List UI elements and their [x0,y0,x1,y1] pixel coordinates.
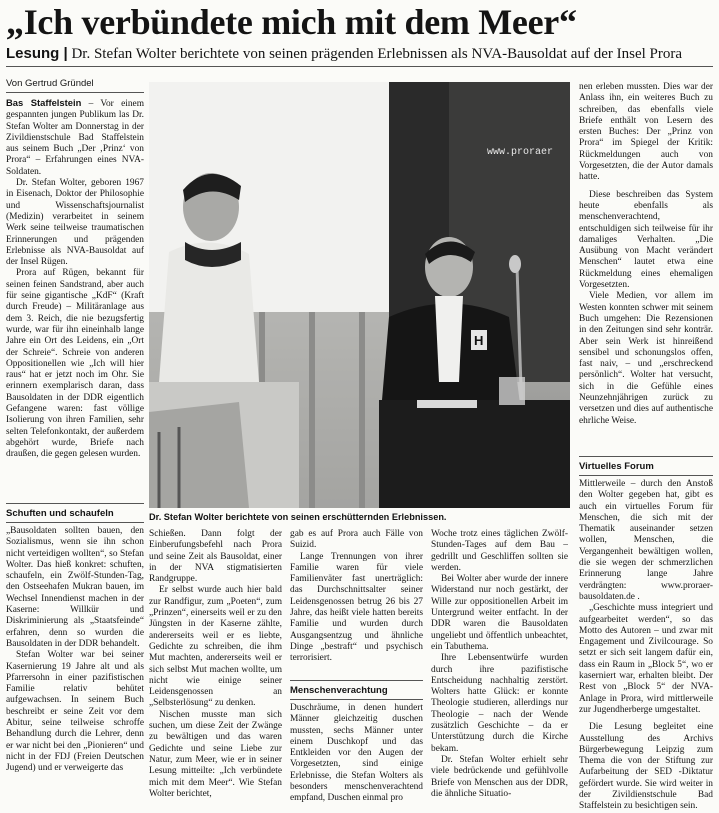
paragraph: „Geschichte muss integriert und aufgearbeitet werden“, so das Motto des Autoren – und zwar mit Engagement und Zivilcourage. So setzt er sich seit langem dafür ein, dass ein Raum in „Block 5“, wo er kaserniert war, erhalten bleibt. Der Rest von „Block 5“ der NVA-Anlage in Prora, wird mittlerweile zur Jugendherberge umgestaltet. [579,603,713,715]
table [379,400,570,508]
column-1 [6,97,144,461]
photo-illustration [149,82,570,508]
subheadline [6,44,716,64]
section-rule [6,503,144,504]
shirt-letter: H [474,333,484,348]
paragraph: Stefan Wolter war bei seiner Kasernierung 19 Jahre alt und als Pfarrersohn in einer pazifistischen Familie relativ behütet aufgewachsen. In seinem Buch beschreibt er seine Zeit vor dem Abitur, seine teilweise schroffe Behandlung durch die Lehrer, denn er war nicht bei den „Pionieren“ und nicht in der FDJ (Freien Deutschen Jugend) und er verweigerte das [6,650,144,774]
paragraph: Duschräume, in denen hundert Männer gleichzeitig duschen mussten, sechs Männer unter einem Duschkopf und das Entkleiden vor den Augen der Vorgesetzten, sind einige Erlebnisse, die Stefan Wolters als besonders menschenverachtend empfand, Duschen einmal pro [290,703,423,804]
byline-rule [6,92,144,93]
section-rule [6,522,144,523]
column-1-continued [6,526,144,775]
section-heading-menschenverachtung: Menschenverachtung [290,685,388,696]
paragraph: Schießen. Dann folgt der Einberufungsbefehl nach Prora und seine Zeit als Bausoldat, einer in der NVA stigmatisierten Randgruppe. [149,529,282,585]
article-photo [149,82,570,508]
paragraph: Dr. Stefan Wolter, geboren 1967 in Eisenach, Doktor der Philosophie und Wissenschaftsjournalist (Medizin) verarbeitet in seinem Werk seine teilweise traumatischen Erinnerungen und prägenden Erlebnisse als NVA-Bausoldat auf der Insel Rügen. [6,178,144,268]
subheadline-text: Dr. Stefan Wolter berichtete von seinen prägenden Erlebnissen als NVA-Bausoldat auf der Insel Prora [71,46,683,62]
column-4-continued [290,703,423,805]
byline: Von Gertrud Gründel [6,78,94,89]
paragraph: gab es auf Prora auch Fälle von Suizid. [290,529,423,551]
paragraph: Woche trotz eines täglichen Zwölf-Stunden-Tages auf dem Bau – gedrillt und Geschliffen sollten sie werden. [431,529,568,573]
column-6-continued [579,479,713,813]
paragraph: Lange Trennungen von ihrer Familie waren für viele Familienväter fast unerträglich: das Durchschnittsalter seiner Leidensgenossen betrug 26 bis 27 Jahre, das heißt viele hatten bereits Familie und wurden durch Ausgangsentzug und ähnliche Dinge „bestraft“ und psychisch terrorisiert. [290,551,423,664]
column-4 [290,529,423,665]
section-heading-schuften: Schuften und schaufeln [6,508,114,519]
board-writing: www.proraer [487,147,554,158]
headline: „Ich verbündete mich mit dem Meer“ [6,2,577,42]
paragraph: „Bausoldaten sollten bauen, den Sozialismus, wenn sie ihn schon nicht verteidigen wollten“, so Stefan Wolter. Das hieß konkret: schuften, schaufeln, ein Zwölf-Stunden-Tag, den Ostseehafen Mukran bauen, im Wechsel Innendienst machen in der Kaserne: Willkür und Diskriminierung als „Staatsfeinde“ erfahren, denn so wurden die Bausoldaten in der DDR behandelt. [6,526,144,649]
lead-paragraph: Bas Staffelstein – Vor einem gespannten jungen Publikum las Dr. Stefan Wolter am Donnerstag in der Zivildienstschule Bad Staffelstein aus seinem Buch „Der ‚Prinz‘ von Prora“ – Erfahrungen eines NVA-Soldaten. [6,97,144,177]
header-rule [6,66,713,67]
section-heading-virtuelles-forum: Virtuelles Forum [579,461,654,472]
paragraph: Bei Wolter aber wurde der innere Widerstand nur noch gestärkt, der Wille zur oppositionellen Arbeit im Untergrund weiter entfacht. In der DDR waren die Bausoldaten ungeliebt und öffentlich unbeachtet, ein Tabuthema. [431,574,568,652]
column-5 [431,529,568,800]
dateline: Bas Staffelstein [6,97,82,108]
paragraph: Ihre Lebensentwürfe wurden durch ihre pazifistische Entscheidung nachhaltig zerstört. Wolters hatte Glück: er konnte Theologie studieren, allerdings nur Theologie – nach der Wende zusätzlich Geschichte – da er Unterstützung durch die Kirche bekam. [431,653,568,754]
section-rule [579,475,713,476]
paragraph: Nischen musste man sich suchen, um diese Zeit der Zwänge zu bewältigen und das waren Gedichte und seine Liebe zur Natur, zum Meer, wie er in seiner Lesung mitteilte: „Ich verbündete mich mit dem Meer“. Wie Stefan Wolter berichtet, [149,709,282,799]
section-rule [290,680,423,681]
paragraph: Diese beschreiben das System heute ebenfalls als menschenverachtend, entschuldigen sich teilweise für ihr damaliges Verhalten. „Die Ausübung von Macht verändert Menschen“ lautet etwa eine Rückmeldung eines ehemaligen Vorgesetzten. [579,189,713,291]
paragraph: Prora auf Rügen, bekannt für seinen feinen Sandstrand, aber auch für seine gigantische „KdF“ (Kraft durch Freude) – Militäranlage aus dem 3. Reich, die nie bezugsfertig wurde, war für ihn eineinhalb lange Jahre ein Ort des Leidens, ein „Ort der Schreie“. Schreie von anderen Oppositionellen wie „Ich will hier raus“ hat er jetzt noch im Ohr. Sie erinnern exemplarisch daran, dass Bausoldaten in der DDR eigentlich Gefangene waren: fast völlige Isolierung von ihren Familien, sehr selten Telefonkontakt, der außerdem abgehört wurde, Briefe nach draußen, die gegen gelesen wurden. [6,268,144,460]
subheadline-kicker: Lesung | [6,45,68,62]
paragraph: nen erleben mussten. Dies war der Anlass ihn, ein weiteres Buch zu schreiben, das ebenfalls viele Briefe enthält von Lesern des ersten Buches: Der „Prinz von Prora“ im Spiegel der Kritik: Rückmeldungen auch von Vorgesetzten, die der Autor damals hatte. [579,82,713,183]
paragraph: Viele Medien, vor allem im Westen konnten schwer mit seinem Buch umgehen: Die Rezensionen in den Zeitungen sind sehr konträr. Aber sein Werk ist hinreißend sensibel und schonungslos offen, fast naiv, – und „erschreckend persönlich“. Wolter hat versucht, sich in die Gefühle eines Neunzehnjährigen zurück zu versetzen und dies auf authentische ehrliche Weise. [579,291,713,426]
section-rule [579,456,713,457]
paragraph: Mittlerweile – durch den Anstoß den Wolter gegeben hat, gibt es auch ein virtuelles Forum für Menschen, die sich mit der Thematik auseinander setzen wollen, Menschen, die Vergangenheit bewältigen wollen, die sie wegen der schmerzlichen Erinnerung lange Jahre verdrängten: www.proraer-bausoldaten.de . [579,479,713,602]
column-6 [579,82,713,427]
paragraph: Dr. Stefan Wolter erhielt sehr viele bedrückende und gefühlvolle Briefe von Menschen aus der DDR, die ähnliche Situatio- [431,754,568,799]
photo-caption: Dr. Stefan Wolter berichtete von seinen erschütternden Erlebnissen. [149,512,447,522]
section-rule [290,699,423,700]
column-3 [149,529,282,800]
paragraph: Die Lesung begleitet eine Ausstellung des Archivs Bürgerbewegung Leipzig zum Thema die von der Stiftung zur Aufarbeitung der SED -Diktatur gefördert wurde. Sie wird weiter in der Zivildienstschule Bad Staffelstein zu besichtigen sein. [579,722,713,812]
paragraph: Er selbst wurde auch hier bald zur Randfigur, zum „Poeten“, zum „Prinzen“, einerseits weil er zu den Jüngsten in der Kaserne zählte, andererseits weil er es liebte, Gedichte zu schreiben, die ihm Mut machten, andererseits weil er sich selbst Mut machen wollte, um nicht wie einige seiner Leidensgenossen an „Selbsterlösung“ zu denken. [149,585,282,709]
